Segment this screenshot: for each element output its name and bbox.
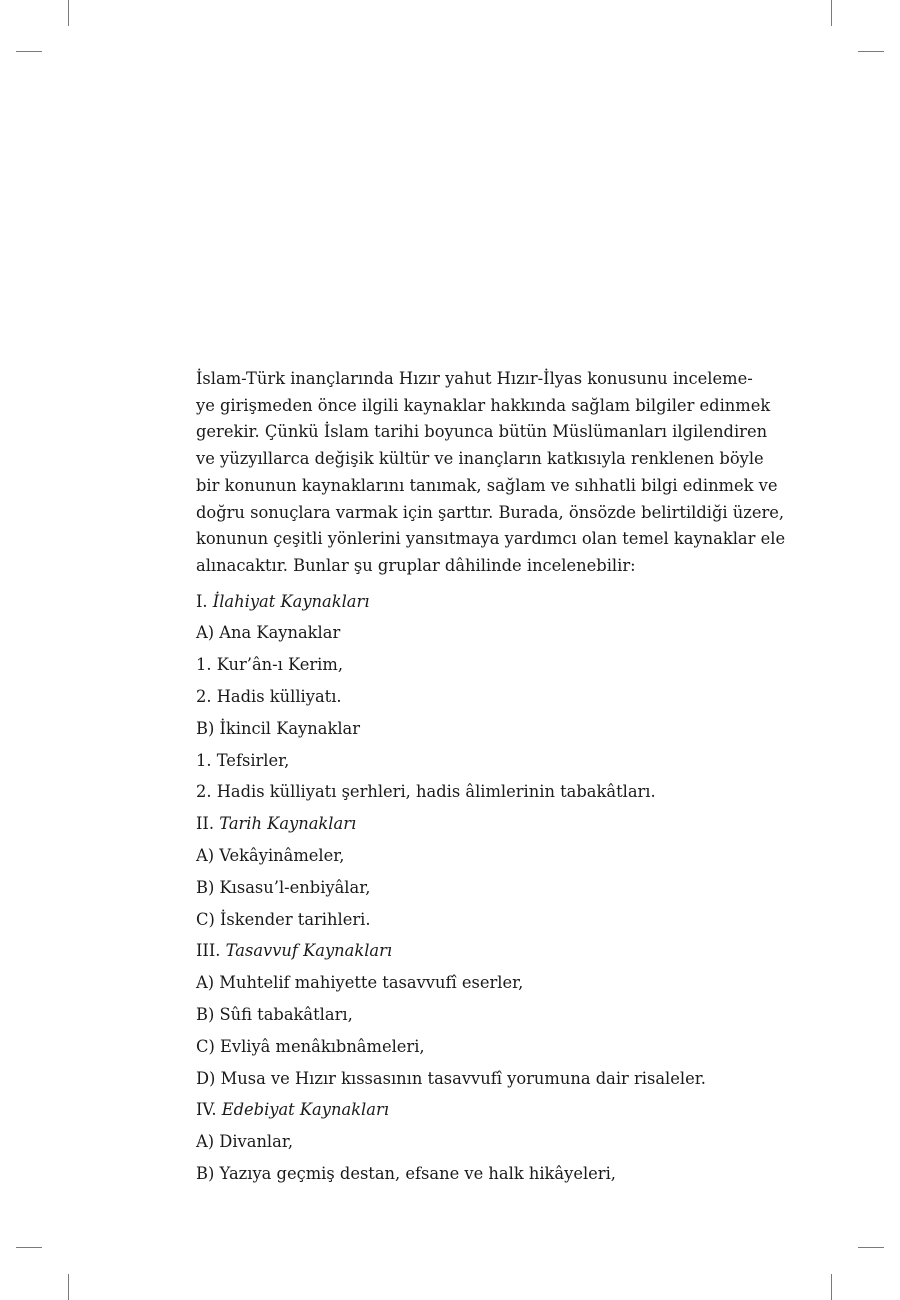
outline-numeral: IV. xyxy=(196,1100,222,1120)
paragraph-line: alınacaktır. Bunlar şu gruplar dâhilinde incelenebilir: xyxy=(196,555,636,575)
crop-mark-right-bottom xyxy=(858,1247,884,1248)
crop-mark-right-top xyxy=(858,51,884,52)
outline-item xyxy=(170,1031,730,1063)
paragraph-line: gerekir. Çünkü İslam tarihi boyunca bütün Müslümanları ilgilendiren xyxy=(196,422,768,442)
outline-text: 2. Hadis külliyatı. xyxy=(196,687,342,707)
crop-mark-left-bottom xyxy=(16,1247,42,1248)
outline-item xyxy=(170,617,730,649)
outline-section-heading xyxy=(170,586,730,618)
outline-numeral: II. xyxy=(196,814,220,834)
outline-text: D) Musa ve Hızır kıssasının tasavvufî yorumuna dair risaleler. xyxy=(196,1068,706,1088)
outline-text: A) Muhtelif mahiyette tasavvufî eserler, xyxy=(196,973,524,993)
outline-item xyxy=(170,1158,730,1190)
outline-item xyxy=(170,745,730,777)
outline-text: A) Ana Kaynaklar xyxy=(196,623,341,643)
outline-numeral: I. xyxy=(196,591,213,611)
outline-text: C) İskender tarihleri. xyxy=(196,909,371,929)
intro-paragraph xyxy=(170,366,786,580)
outline-item xyxy=(170,840,730,872)
sources-outline xyxy=(170,586,730,1190)
outline-text: B) Kısasu’l-enbiyâlar, xyxy=(196,877,371,897)
outline-text: B) İkincil Kaynaklar xyxy=(196,718,361,738)
outline-text: İlahiyat Kaynakları xyxy=(212,591,370,611)
outline-item xyxy=(170,776,730,808)
outline-section-heading xyxy=(170,1094,730,1126)
outline-item xyxy=(170,872,730,904)
outline-item xyxy=(170,713,730,745)
paragraph-line: konunun çeşitli yönlerini yansıtmaya yardımcı olan temel kaynaklar ele xyxy=(196,529,786,549)
outline-numeral: III. xyxy=(196,941,226,961)
crop-mark-top-right xyxy=(831,0,832,26)
paragraph-line: ve yüzyıllarca değişik kültür ve inançların katkısıyla renklenen böyle xyxy=(196,449,764,469)
outline-text: B) Yazıya geçmiş destan, efsane ve halk hikâyeleri, xyxy=(196,1163,616,1183)
outline-text: C) Evliyâ menâkıbnâmeleri, xyxy=(196,1036,425,1056)
paragraph-line: ye girişmeden önce ilgili kaynaklar hakkında sağlam bilgiler edinmek xyxy=(196,395,771,415)
page-content xyxy=(170,366,786,1190)
outline-text: 1. Tefsirler, xyxy=(196,750,290,770)
outline-text: 2. Hadis külliyatı şerhleri, hadis âlimlerinin tabakâtları. xyxy=(196,782,656,802)
outline-item xyxy=(170,904,730,936)
outline-item xyxy=(170,999,730,1031)
crop-mark-bottom-left xyxy=(68,1274,69,1300)
outline-text: Tarih Kaynakları xyxy=(219,814,357,834)
outline-item xyxy=(170,681,730,713)
outline-section-heading xyxy=(170,935,730,967)
outline-text: B) Sûfi tabakâtları, xyxy=(196,1004,353,1024)
outline-text: Tasavvuf Kaynakları xyxy=(225,941,393,961)
paragraph-line: doğru sonuçlara varmak için şarttır. Burada, önsözde belirtildiği üzere, xyxy=(196,502,785,522)
outline-text: Edebiyat Kaynakları xyxy=(221,1100,389,1120)
paragraph-line: bir konunun kaynaklarını tanımak, sağlam ve sıhhatli bilgi edinmek ve xyxy=(196,475,778,495)
outline-text: A) Divanlar, xyxy=(196,1132,294,1152)
outline-item xyxy=(170,1126,730,1158)
outline-text: 1. Kur’ân-ı Kerim, xyxy=(196,655,343,675)
outline-item xyxy=(170,649,730,681)
paragraph-line: İslam-Türk inançlarında Hızır yahut Hızır-İlyas konusunu inceleme- xyxy=(196,369,753,388)
crop-mark-bottom-right xyxy=(831,1274,832,1300)
crop-mark-top-left xyxy=(68,0,69,26)
outline-item xyxy=(170,967,730,999)
outline-section-heading xyxy=(170,808,730,840)
outline-item xyxy=(170,1063,730,1095)
crop-mark-left-top xyxy=(16,51,42,52)
outline-text: A) Vekâyinâmeler, xyxy=(196,846,345,865)
